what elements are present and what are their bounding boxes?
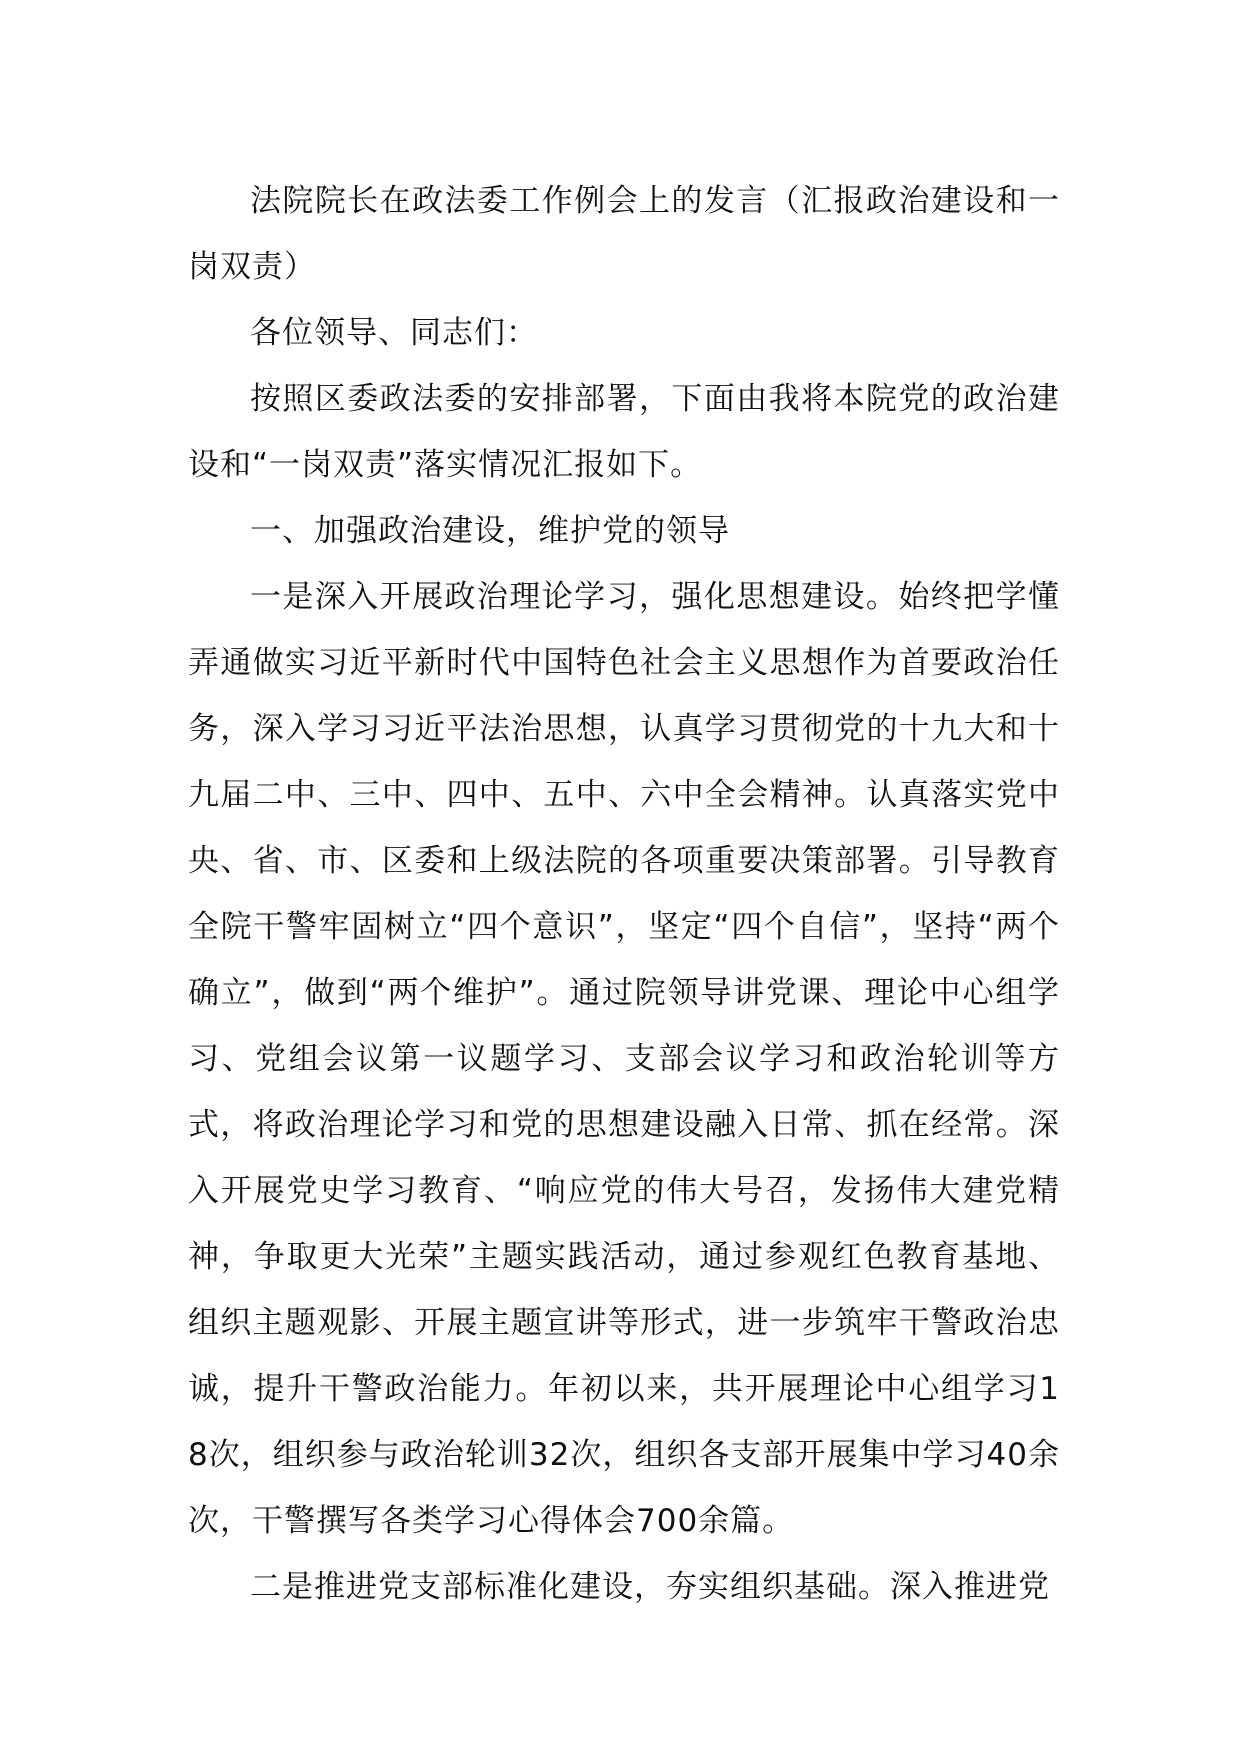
paragraph-theory-study: 一是深入开展政治理论学习，强化思想建设。始终把学懂弄通做实习近平新时代中国特色社会主义思想作为首要政治任务，深入学习习近平法治思想，认真学习贯彻党的十九大和十九届二中、三中、四中、五中、六中全会精神。认真落实党中央、省、市、区委和上级法院的各项重要决策部署。引导教育全院干警牢固树立“四个意识”，坚定“四个自信”，坚持“两个确立”，做到“两个维护”。通过院领导讲党课、理论中心组学习、党组会议第一议题学习、支部会议学习和政治轮训等方式，将政治理论学习和党的思想建设融入日常、抓在经常。深入开展党史学习教育、“响应党的伟大号召，发扬伟大建党精神，争取更大光荣”主题实践活动，通过参观红色教育基地、组织主题观影、开展主题宣讲等形式，进一步筑牢干警政治忠诚，提升干警政治能力。年初以来，共开展理论中心组学习18次，组织参与政治轮训32次，组织各支部开展集中学习40余次，干警撰写各类学习心得体会700余篇。 [188, 579, 1060, 1539]
section-heading-1: 一、加强政治建设，维护党的领导 [250, 513, 730, 549]
paragraph-branch-construction: 二是推进党支部标准化建设，夯实组织基础。深入推进党 [250, 1569, 1050, 1605]
salutation: 各位领导、同志们： [250, 315, 538, 351]
document-body [188, 168, 1060, 1620]
document-title: 法院院长在政法委工作例会上的发言（汇报政治建设和一岗双责） [188, 183, 1060, 285]
paragraph-intro: 按照区委政法委的安排部署，下面由我将本院党的政治建设和“一岗双责”落实情况汇报如下。 [188, 381, 1060, 483]
